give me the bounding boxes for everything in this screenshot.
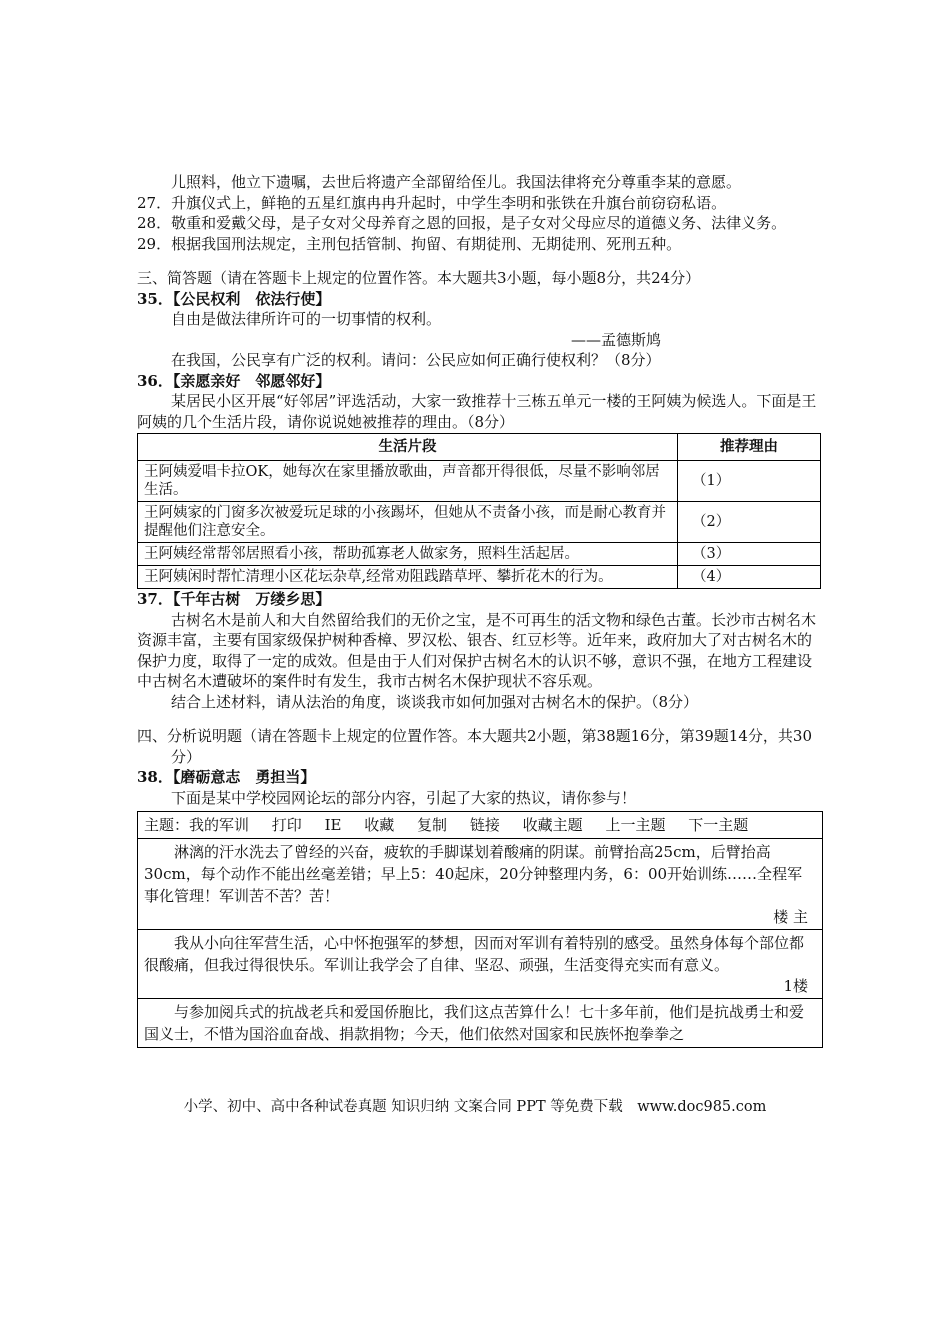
table-header: 生活片段 <box>138 434 678 461</box>
text-line: 儿照料，他立下遗嘱，去世后将遗产全部留给侄儿。我国法律将充分尊重李某的意愿。 <box>171 173 742 191</box>
q35-author: ——孟德斯鸠 <box>570 330 661 349</box>
forum-box <box>137 811 823 1048</box>
forum-copy-link[interactable]: 复制 <box>417 816 448 834</box>
table-header: 推荐理由 <box>678 434 821 461</box>
forum-post <box>138 999 822 1047</box>
section-4-heading: 四、分析说明题（请在答题卡上规定的位置作答。本大题共2小题，第38题16分，第39题14分，共30分） <box>137 727 812 766</box>
forum-toolbar <box>138 812 822 839</box>
q37-title: 37．【千年古树 万缕乡思】 <box>137 590 331 608</box>
q38-title: 38．【磨砺意志 勇担当】 <box>137 768 316 786</box>
section-3-heading: 三、简答题（请在答题卡上规定的位置作答。本大题共3小题，每小题8分，共24分） <box>137 269 701 287</box>
table-cell: 王阿姨闲时帮忙清理小区花坛杂草,经常劝阻践踏草坪、攀折花木的行为。 <box>138 566 678 589</box>
forum-post-author: 1楼 <box>783 977 808 995</box>
q36-text: 某居民小区开展“好邻居”评选活动，大家一致推荐十三栋五单元一楼的王阿姨为候选人。下面是王阿姨的几个生活片段，请你说说她被推荐的理由。（8分） <box>137 392 817 431</box>
table-row <box>138 502 821 543</box>
forum-topic-title: 主题：我的军训 <box>144 816 250 834</box>
item-29: 29．根据我国刑法规定，主刑包括管制、拘留、有期徒刑、无期徒刑、死刑五种。 <box>137 234 682 253</box>
q35-question: 在我国，公民享有广泛的权利。请问：公民应如何正确行使权利？（8分） <box>171 351 661 369</box>
q37-text: 古树名木是前人和大自然留给我们的无价之宝，是不可再生的活文物和绿色古董。长沙市古树名木资源丰富，主要有国家级保护树种香樟、罗汉松、银杏、红豆杉等。近年来，政府加大了对古树名木的保护力度，取得了一定的成效。但是由于人们对保护古树名木的认识不够，意识不强，在地方工程建设中古树名木遭破坏的案件时有发生，我市古树名木保护现状不容乐观。 <box>137 610 817 690</box>
forum-print-link[interactable]: 打印 <box>271 816 302 834</box>
forum-favorite-link[interactable]: 收藏 <box>364 816 395 834</box>
forum-post-text: 淋漓的汗水洗去了曾经的兴奋，疲软的手脚谋划着酸痛的阴谋。前臂抬高25cm，后臂抬高30cm，每个动作不能出丝毫差错；早上5：40起床，20分钟整理内务，6：00开始训练……全程军事化管理！军训苦不苦？苦！ <box>144 843 803 905</box>
q35-title: 35．【公民权利 依法行使】 <box>137 289 331 308</box>
forum-favorite-topic-link[interactable]: 收藏主题 <box>522 816 583 834</box>
q38-text: 下面是某中学校园网论坛的部分内容，引起了大家的热议，请你参与！ <box>171 788 637 807</box>
table-header-row <box>138 434 821 461</box>
forum-post-text: 我从小向往军营生活，心中怀抱强军的梦想，因而对军训有着特别的感受。虽然身体每个部位都很酸痛，但我过得很快乐。军训让我学会了自律、坚忍、顽强，生活变得充实而有意义。 <box>144 934 805 974</box>
q36-title: 36．【亲愿亲好 邻愿邻好】 <box>137 371 331 390</box>
forum-post <box>138 839 822 930</box>
forum-post-author: 楼 主 <box>773 908 808 926</box>
forum-ie-link[interactable]: IE <box>324 816 342 834</box>
forum-prev-topic-link[interactable]: 上一主题 <box>605 816 666 834</box>
life-fragments-table <box>137 433 821 589</box>
item-28: 28．敬重和爱戴父母，是子女对父母养育之恩的回报，是子女对父母应尽的道德义务、法律义务。 <box>137 214 787 232</box>
forum-next-topic-link[interactable]: 下一主题 <box>688 816 749 834</box>
table-cell: （3） <box>678 543 821 566</box>
table-row <box>138 461 821 502</box>
table-cell: （4） <box>678 566 821 589</box>
forum-post-text: 与参加阅兵式的抗战老兵和爱国侨胞比，我们这点苦算什么！七十多年前，他们是抗战勇士和爱国义士，不惜为国浴血奋战、捐款捐物；今天，他们依然对国家和民族怀抱拳拳之 <box>144 1003 805 1043</box>
forum-link-link[interactable]: 链接 <box>469 816 500 834</box>
table-cell: 王阿姨经常帮邻居照看小孩，帮助孤寡老人做家务，照料生活起居。 <box>138 543 678 566</box>
table-cell: （2） <box>678 502 821 543</box>
q37-question: 结合上述材料，请从法治的角度，谈谈我市如何加强对古树名木的保护。（8分） <box>171 692 699 711</box>
table-cell: 王阿姨爱唱卡拉OK，她每次在家里播放歌曲，声音都开得很低，尽量不影响邻居生活。 <box>138 461 678 502</box>
table-cell: （1） <box>678 461 821 502</box>
forum-post <box>138 930 822 999</box>
table-row <box>138 566 821 589</box>
table-row <box>138 543 821 566</box>
item-27: 27．升旗仪式上，鲜艳的五星红旗冉冉升起时，中学生李明和张铁在升旗台前窃窃私语。 <box>137 193 727 212</box>
page-footer: 小学、初中、高中各种试卷真题 知识归纳 文案合同 PPT 等免费下载 www.doc985.com <box>183 1099 767 1115</box>
q35-quote: 自由是做法律所许可的一切事情的权利。 <box>171 310 442 328</box>
exam-page <box>137 172 821 1048</box>
table-cell: 王阿姨家的门窗多次被爱玩足球的小孩踢坏，但她从不责备小孩，而是耐心教育并提醒他们注意安全。 <box>138 502 678 543</box>
